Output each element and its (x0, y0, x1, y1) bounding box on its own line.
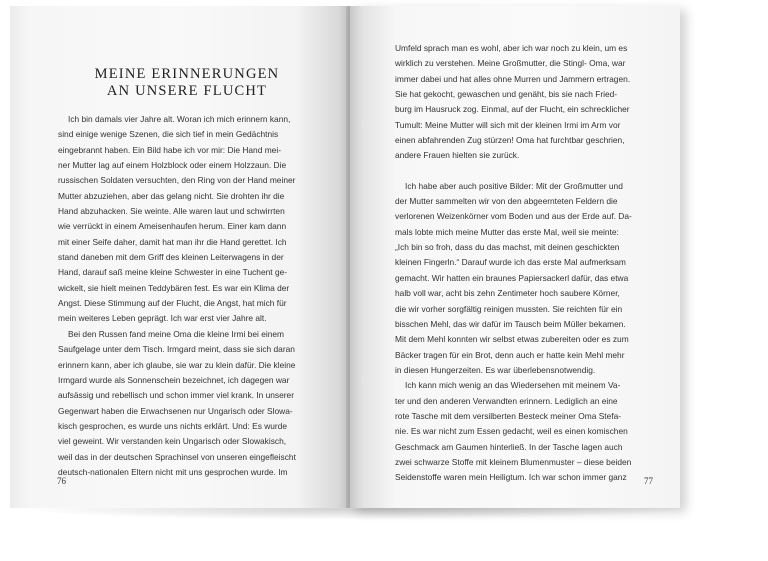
chapter-title-line-1: MEINE ERINNERUNGEN (94, 66, 280, 82)
right-page-body (395, 41, 653, 486)
right-paragraph-1: Umfeld sprach man es wohl, aber ich war noch zu klein, um es wirklich zu verstehen. Meine Großmutter, die Stingl- Oma, war immer dabei und hat alles ohne Murren und Jammern ertragen. Sie hat gekocht, gewaschen und genäht, bis sie nach Fried- burg im Hausruck zog. Einmal, auf der Flucht, ein schrecklicher Tumult: Meine Mutter will sich mit der kleinen Irmi im Arm vor einen abfahrenden Zug stürzen! Oma hat furchtbar geschrien, andere Frauen hielten sie zurück. (395, 43, 631, 161)
chapter-title-line-2: AN UNSERE FLUCHT (106, 83, 268, 99)
left-paragraph-1: Ich bin damals vier Jahre alt. Woran ich mich erinnern kann, sind einige wenige Szenen, die sich tief in mein Gedächtnis eingebrannt haben. Ein Bild habe ich vor mir: Die Hand mei- ner Mutter lag auf einem Holzblock oder einem Holzzaun. Die russischen Soldaten versuchten, den Ring von der Hand meiner Mutter abzuziehen, aber das gelang nicht. Sie drohten ihr die Hand abzuhacken. Sie weinte. Alle waren laut und schwirrten wie verrückt in einem Ameisenhaufen herum. Einer kam dann mit einer Seife daher, damit hat man ihr die Hand gerettet. Ich stand daneben mit dem Griff des kleinen Leiterwagens in der Hand, darauf saß meine kleine Schwester in eine Tuchent ge- wickelt, sie hielt meinen Teddybären fest. Es war ein Klima der Angst. Diese Stimmung auf der Flucht, die Angst, hat mich für mein weiteres Leben geprägt. Ich war erst vier Jahre alt. (58, 114, 296, 324)
left-paragraph-2: Bei den Russen fand meine Oma die kleine Irmi bei einem Saufgelage unter dem Tisch. Irmgard meint, dass sie sich daran erinnern kann, aber ich glaube, sie war zu klein dafür. Die kleine Irmgard wurde als Sonnenschein bezeichnet, ich dagegen war aufsässig und rebellisch und schon immer viel krank. In unserer Gegenwart haben die Erwachsenen nur Ungarisch oder Slowa- kisch gesprochen, es wurde uns nichts erklärt. Und: Es wurde viel geweint. Wir verstanden kein Ungarisch oder Slowakisch, weil das in der deutschen Sprachinsel von unseren eingefleischt deutsch-nationalen Eltern nicht mit uns gesprochen wurde. Im (58, 328, 296, 477)
left-page (10, 6, 348, 508)
open-book (10, 6, 692, 508)
chapter-title (62, 66, 312, 100)
right-paragraph-2: Ich habe aber auch positive Bilder: Mit der Großmutter und der Mutter sammelten wir von den abgeernteten Feldern die verlorenen Weizenkörner vom Boden und aus der Erde auf. Da- mals lobte mich meine Mutter das erste Mal, weil sie meinte: „Ich bin so froh, dass du das machst, mit deinen geschickten kleinen Fingerln.“ Darauf wurde ich das erste Mal aufmerksam gemacht. Wir hatten ein braunes Papiersackerl dafür, das etwa halb voll war, acht bis zehn Zentimeter hoch saubere Körner, die wir vorher sorgfältig reinigen mussten. Sie reichten für ein bisschen Mehl, das wir dafür im Tausch beim Müller bekamen. Mit dem Mehl konnten wir selbst etwas zubereiten oder es zum Bäcker tragen für ein Brot, denn auch er hatte kein Mehl mehr in diesen Hungerzeiten. Es war überlebensnotwendig. (395, 180, 632, 375)
right-page (350, 6, 680, 508)
left-page-number: 76 (57, 476, 66, 486)
right-page-number: 77 (644, 476, 653, 486)
left-page-body (58, 112, 316, 480)
right-paragraph-3: Ich kann mich wenig an das Wiedersehen mit meinem Va- ter und den anderen Verwandten erinnern. Lediglich an eine rote Tasche mit dem versilberten Besteck meiner Oma Stefa- nie. Es war nicht zum Essen gedacht, weil es einen komischen Geschmack am Gaumen hinterließ. In der Tasche lagen auch zwei schwarze Stoffe mit kleinem Blumenmuster – diese beiden Seidenstoffe waren mein Heiligtum. Ich war schon immer ganz (395, 380, 632, 483)
